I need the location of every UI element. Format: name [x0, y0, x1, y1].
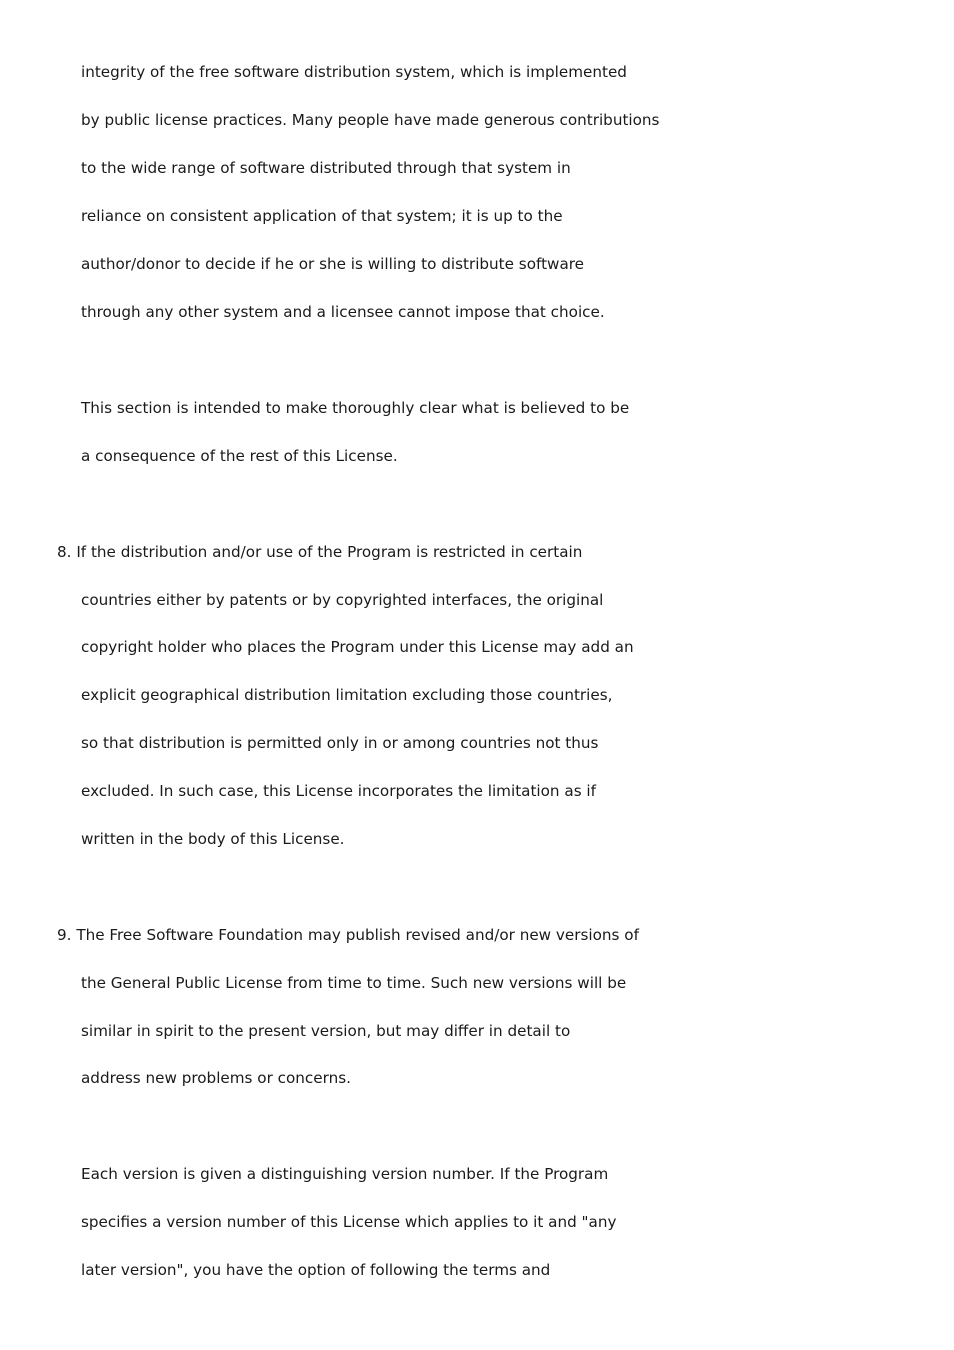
text-line: copyright holder who places the Program under this License may add an	[81, 638, 634, 656]
section-9-heading-line: 9. The Free Software Foundation may publish revised and/or new versions of	[57, 926, 639, 944]
text-line: excluded. In such case, this License incorporates the limitation as if	[81, 782, 596, 800]
text-line: explicit geographical distribution limitation excluding those countries,	[81, 686, 613, 704]
text-line: Each version is given a distinguishing version number. If the Program	[81, 1165, 609, 1183]
text-line: by public license practices. Many people have made generous contributions	[81, 111, 660, 129]
text-line: a consequence of the rest of this License.	[81, 447, 398, 465]
text-line: the General Public License from time to time. Such new versions will be	[81, 974, 627, 992]
text-line: to the wide range of software distributed through that system in	[81, 159, 571, 177]
text-line: specifies a version number of this License which applies to it and "any	[81, 1213, 617, 1231]
text-line: similar in spirit to the present version, but may differ in detail to	[81, 1022, 571, 1040]
text-line: countries either by patents or by copyrighted interfaces, the original	[81, 591, 604, 609]
text-line: through any other system and a licensee cannot impose that choice.	[81, 303, 605, 321]
text-line: written in the body of this License.	[81, 830, 345, 848]
text-line: author/donor to decide if he or she is willing to distribute software	[81, 255, 585, 273]
text-line: reliance on consistent application of that system; it is up to the	[81, 207, 563, 225]
text-line: later version", you have the option of following the terms and	[81, 1261, 551, 1279]
text-line: so that distribution is permitted only in or among countries not thus	[81, 734, 599, 752]
text-line: This section is intended to make thoroughly clear what is believed to be	[81, 399, 630, 417]
text-line: integrity of the free software distribution system, which is implemented	[81, 63, 627, 81]
text-line: address new problems or concerns.	[81, 1069, 351, 1087]
section-8-heading-line: 8. If the distribution and/or use of the Program is restricted in certain	[57, 543, 583, 561]
